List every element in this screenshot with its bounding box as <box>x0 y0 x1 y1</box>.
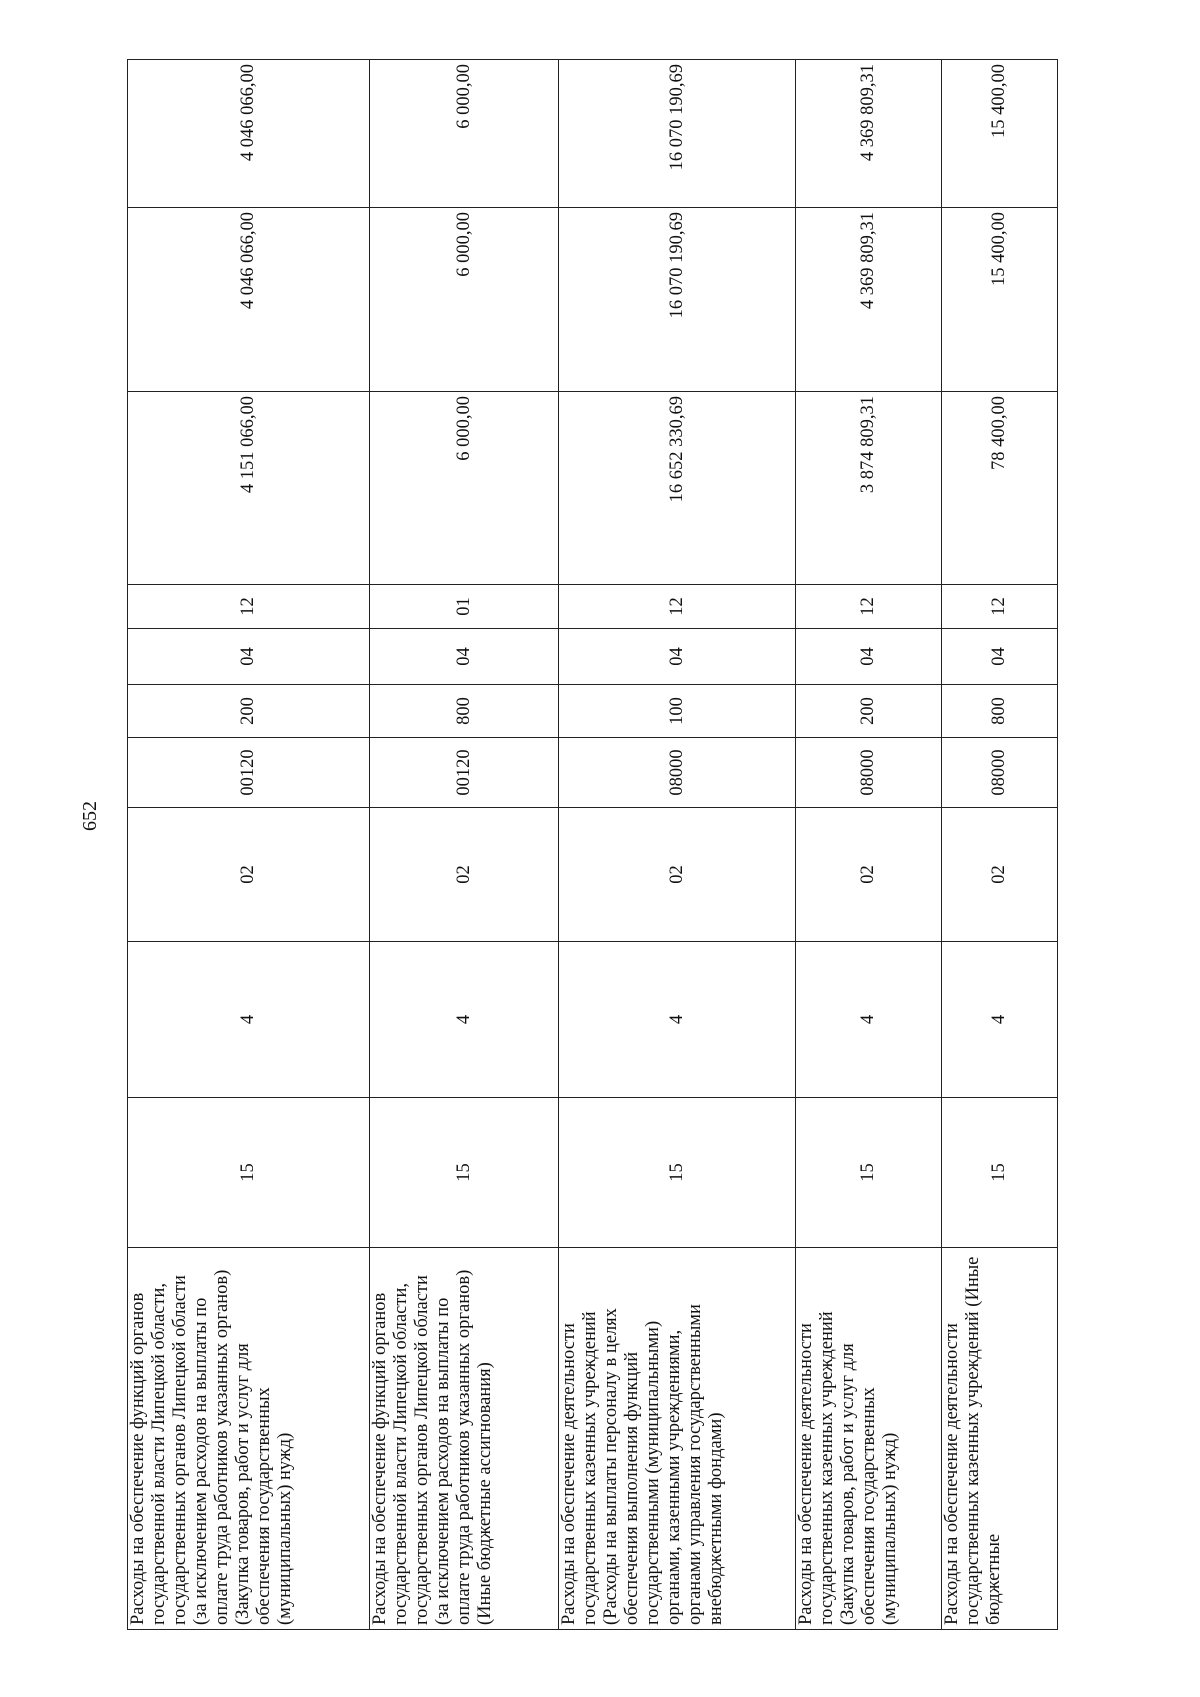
code-cell: 15 <box>128 1098 370 1248</box>
code-cell: 04 <box>942 629 1058 685</box>
row-description: Расходы на обеспечение деятельности государственных казенных учреждений (Закупка товаров, работ и услуг для обеспечения государственных (муниципальных) нужд) <box>796 1248 942 1630</box>
budget-table-rotated <box>127 60 1057 1630</box>
amount-cell: 4 046 066,00 <box>128 60 370 208</box>
code-cell: 02 <box>796 808 942 942</box>
amount-cell: 15 400,00 <box>942 60 1058 208</box>
amount-cell: 4 151 066,00 <box>128 392 370 585</box>
code-cell: 00120 <box>128 738 370 808</box>
amount-cell: 16 652 330,69 <box>559 392 796 585</box>
table-row <box>370 60 559 1630</box>
code-cell: 12 <box>796 585 942 629</box>
amount-cell: 4 369 809,31 <box>796 60 942 208</box>
code-cell: 200 <box>796 685 942 738</box>
code-cell: 02 <box>128 808 370 942</box>
code-cell: 00120 <box>370 738 559 808</box>
code-cell: 800 <box>942 685 1058 738</box>
code-cell: 04 <box>559 629 796 685</box>
code-cell: 4 <box>370 942 559 1098</box>
code-cell: 02 <box>942 808 1058 942</box>
code-cell: 15 <box>559 1098 796 1248</box>
table-row <box>796 60 942 1630</box>
amount-cell: 16 070 190,69 <box>559 208 796 392</box>
amount-cell: 78 400,00 <box>942 392 1058 585</box>
code-cell: 100 <box>559 685 796 738</box>
code-cell: 02 <box>559 808 796 942</box>
code-cell: 12 <box>559 585 796 629</box>
code-cell: 4 <box>796 942 942 1098</box>
code-cell: 04 <box>128 629 370 685</box>
code-cell: 12 <box>128 585 370 629</box>
page-number: 652 <box>79 801 101 831</box>
amount-cell: 16 070 190,69 <box>559 60 796 208</box>
amount-cell: 6 000,00 <box>370 392 559 585</box>
amount-cell: 6 000,00 <box>370 60 559 208</box>
row-description: Расходы на обеспечение функций органов государственной власти Липецкой области, государственных органов Липецкой области (за исключением расходов на выплаты по оплате труда работников указанных органов) (Иные бюджетные ассигнования) <box>370 1248 559 1630</box>
row-description: Расходы на обеспечение деятельности государственных казенных учреждений (Иные бюджетные <box>942 1248 1058 1630</box>
code-cell: 4 <box>942 942 1058 1098</box>
amount-cell: 15 400,00 <box>942 208 1058 392</box>
table-row <box>128 60 370 1630</box>
code-cell: 15 <box>942 1098 1058 1248</box>
code-cell: 08000 <box>559 738 796 808</box>
code-cell: 08000 <box>796 738 942 808</box>
code-cell: 01 <box>370 585 559 629</box>
code-cell: 15 <box>796 1098 942 1248</box>
budget-table <box>127 59 1058 1630</box>
code-cell: 12 <box>942 585 1058 629</box>
code-cell: 4 <box>559 942 796 1098</box>
amount-cell: 4 046 066,00 <box>128 208 370 392</box>
amount-cell: 4 369 809,31 <box>796 208 942 392</box>
code-cell: 02 <box>370 808 559 942</box>
table-row <box>559 60 796 1630</box>
code-cell: 04 <box>370 629 559 685</box>
table-row <box>942 60 1058 1630</box>
code-cell: 800 <box>370 685 559 738</box>
code-cell: 15 <box>370 1098 559 1248</box>
code-cell: 04 <box>796 629 942 685</box>
code-cell: 200 <box>128 685 370 738</box>
amount-cell: 6 000,00 <box>370 208 559 392</box>
amount-cell: 3 874 809,31 <box>796 392 942 585</box>
code-cell: 08000 <box>942 738 1058 808</box>
code-cell: 4 <box>128 942 370 1098</box>
row-description: Расходы на обеспечение деятельности государственных казенных учреждений (Расходы на выплаты персоналу в целях обеспечения выполнения функций государственными (муниципальными) органами, казенными учреждениями, органами управления государственными внебюджетными фондами) <box>559 1248 796 1630</box>
row-description: Расходы на обеспечение функций органов государственной власти Липецкой области, государственных органов Липецкой области (за исключением расходов на выплаты по оплате труда работников указанных органов) (Закупка товаров, работ и услуг для обеспечения государственных (муниципальных) нужд) <box>128 1248 370 1630</box>
